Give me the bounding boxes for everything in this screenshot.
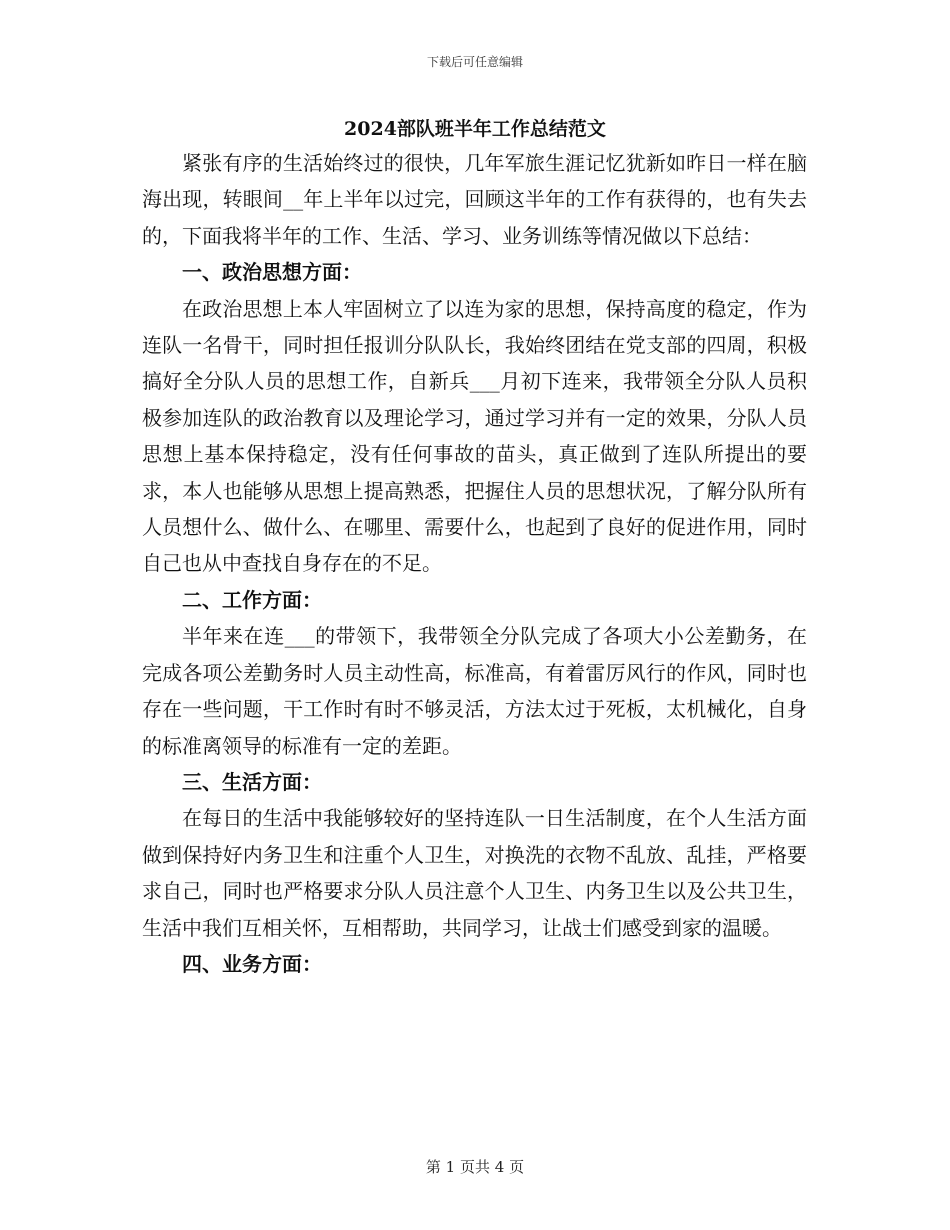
politics-paragraph: 在政治思想上本人牢固树立了以连为家的思想，保持高度的稳定，作为连队一名骨干，同时担任报训分队队长，我始终团结在党支部的四周，积极搞好全分队人员的思想工作，自新兵___月初下连来，我带领全分队人员积极参加连队的政治教育以及理论学习，通过学习并有一定的效果，分队人员思想上基本保持稳定，没有任何事故的苗头，真正做到了连队所提出的要求，本人也能够从思想上提高熟悉，把握住人员的思想状况，了解分队所有人员想什么、做什么、在哪里、需要什么，也起到了良好的促进作用，同时自己也从中查找自身存在的不足。 — [142, 296, 807, 576]
work-paragraph: 半年来在连___的带领下，我带领全分队完成了各项大小公差勤务，在完成各项公差勤务时人员主动性高，标准高，有着雷厉风行的作风，同时也存在一些问题，干工作时有时不够灵活，方法太过于死板，太机械化，自身的标准离领导的标准有一定的差距。 — [142, 624, 807, 758]
intro-paragraph: 紧张有序的生活始终过的很快，几年军旅生涯记忆犹新如昨日一样在脑海出现，转眼间__年上半年以过完，回顾这半年的工作有获得的，也有失去的，下面我将半年的工作、生活、学习、业务训练等情况做以下总结： — [142, 151, 807, 248]
page-number: 第 1 页共 4 页 — [425, 1158, 525, 1176]
section-heading-work: 二、工作方面： — [182, 587, 322, 612]
header-note: 下载后可任意编辑 — [426, 55, 523, 69]
document-body — [142, 145, 807, 982]
document-title: 2024部队班半年工作总结范文 — [344, 118, 606, 140]
section-heading-business: 四、业务方面： — [182, 951, 322, 976]
life-paragraph: 在每日的生活中我能够较好的坚持连队一日生活制度，在个人生活方面做到保持好内务卫生和注重个人卫生，对换洗的衣物不乱放、乱挂，严格要求自己，同时也严格要求分队人员注意个人卫生、内务卫生以及公共卫生，生活中我们互相关怀，互相帮助，共同学习，让战士们感受到家的温暖。 — [142, 806, 807, 940]
section-heading-life: 三、生活方面： — [182, 769, 322, 794]
section-heading-politics: 一、政治思想方面： — [182, 260, 362, 285]
